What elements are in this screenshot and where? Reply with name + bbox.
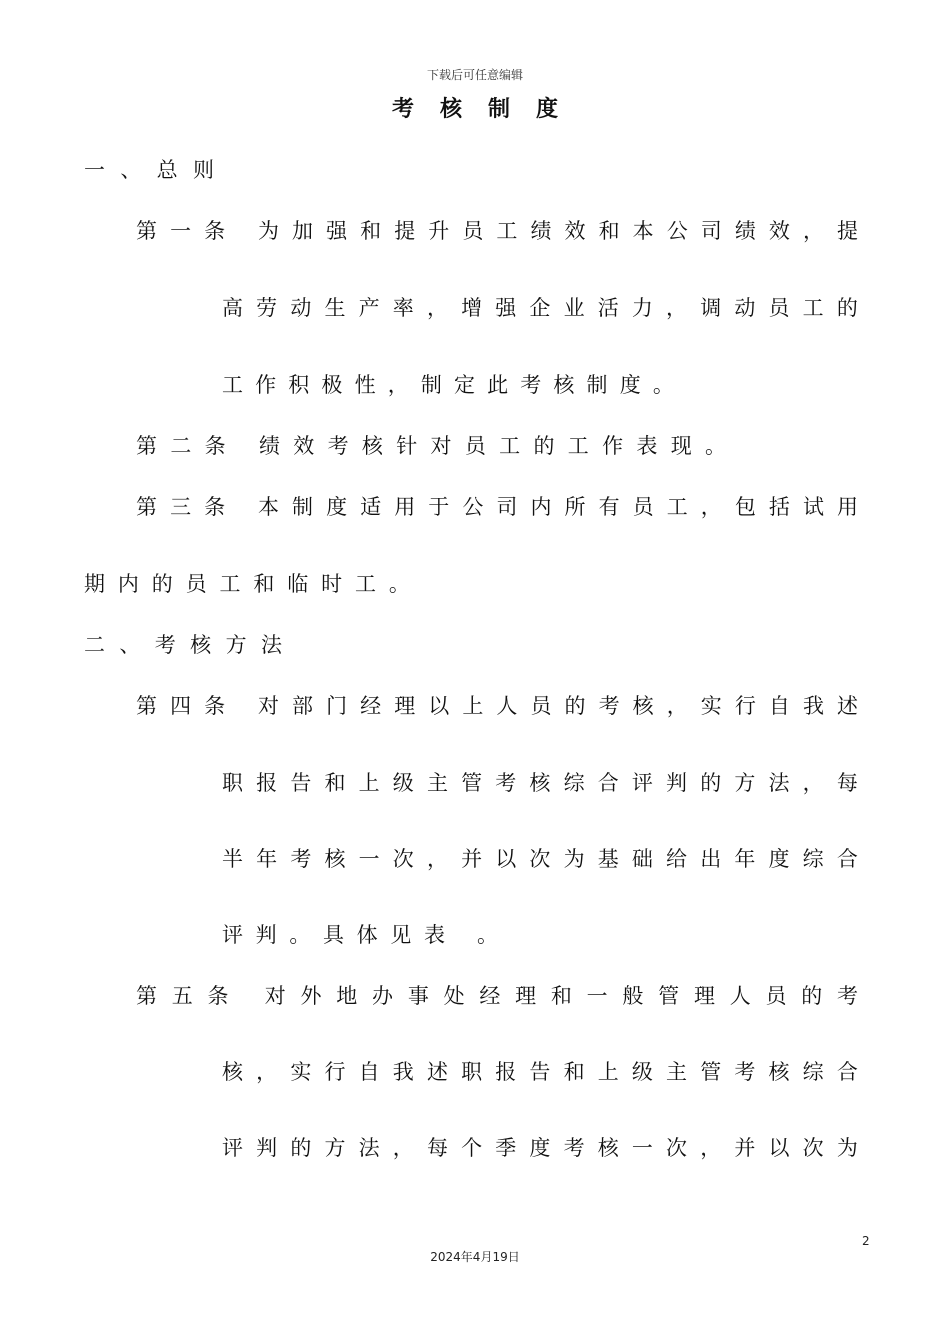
text-glyph: 的 — [836, 296, 858, 320]
text-glyph: 时 — [321, 572, 343, 596]
text-glyph: 员 — [185, 572, 207, 596]
text-glyph: 判 — [256, 1136, 278, 1160]
text-glyph: 提 — [837, 219, 858, 243]
text-glyph: 率 — [392, 296, 414, 320]
text-glyph: 条 — [204, 694, 226, 718]
text-glyph: 次 — [529, 847, 551, 871]
text-glyph: 年 — [256, 847, 278, 871]
text-glyph: 。 — [388, 572, 410, 596]
text-glyph: ， — [256, 1060, 278, 1084]
footer-date: 2024年4月19日 — [430, 1250, 520, 1264]
text-glyph: 判 — [255, 923, 277, 947]
text-glyph: 处 — [443, 984, 465, 1008]
text-glyph — [458, 919, 465, 949]
text-glyph: 每 — [426, 1136, 448, 1160]
text-glyph: 一 — [358, 847, 380, 871]
text-glyph: 报 — [495, 1060, 517, 1084]
text-glyph: 强 — [326, 219, 348, 243]
text-glyph: 括 — [768, 495, 790, 519]
text-glyph: 绩 — [734, 219, 756, 243]
text-glyph: 办 — [372, 984, 394, 1008]
text-glyph: 的 — [700, 771, 722, 795]
text-glyph: 管 — [461, 771, 483, 795]
text-glyph: 绩 — [530, 219, 552, 243]
text-glyph: 础 — [631, 847, 653, 871]
text-glyph: ， — [802, 219, 824, 243]
text-glyph: 效 — [293, 434, 315, 458]
text-glyph: ， — [666, 296, 688, 320]
text-glyph: 员 — [530, 694, 552, 718]
text-glyph: 和 — [563, 1060, 585, 1084]
text-glyph: 内 — [117, 572, 139, 596]
text-glyph: 考 — [327, 434, 349, 458]
text-glyph: 效 — [564, 219, 586, 243]
text-glyph: 核 — [632, 694, 654, 718]
text-glyph: ， — [392, 1136, 414, 1160]
text-glyph: 核 — [553, 373, 575, 397]
text-glyph: 告 — [290, 771, 312, 795]
article-2-line-1 — [136, 430, 726, 460]
page-number: 2 — [862, 1234, 870, 1248]
text-glyph: 理 — [394, 694, 416, 718]
text-glyph: 条 — [204, 495, 226, 519]
text-glyph: 次 — [802, 1136, 824, 1160]
text-glyph: 期 — [84, 572, 105, 596]
text-glyph: 五 — [171, 984, 193, 1008]
text-glyph — [238, 491, 245, 521]
text-glyph: 一 — [84, 158, 105, 182]
text-glyph: 理 — [693, 984, 715, 1008]
text-glyph: 第 — [136, 495, 157, 519]
text-glyph: 度 — [619, 373, 641, 397]
text-glyph: 综 — [563, 771, 585, 795]
text-glyph: 三 — [170, 495, 192, 519]
text-glyph: 上 — [358, 771, 380, 795]
text-glyph: 以 — [428, 694, 450, 718]
text-glyph: 用 — [394, 495, 416, 519]
text-glyph: ， — [700, 1136, 722, 1160]
text-glyph: 度 — [326, 495, 348, 519]
text-glyph: 员 — [765, 984, 787, 1008]
text-glyph: 极 — [321, 373, 343, 397]
text-glyph: 定 — [453, 373, 475, 397]
text-glyph: 理 — [515, 984, 537, 1008]
text-glyph: 调 — [700, 296, 722, 320]
text-glyph: 出 — [700, 847, 722, 871]
text-glyph: 工 — [355, 572, 376, 596]
text-glyph: 核 — [190, 633, 212, 657]
text-glyph: 度 — [768, 847, 790, 871]
text-glyph: 制 — [586, 373, 608, 397]
text-glyph: 基 — [597, 847, 619, 871]
text-glyph: 制 — [292, 495, 313, 519]
text-glyph: ， — [666, 694, 688, 718]
text-glyph: 报 — [256, 771, 278, 795]
text-glyph: 次 — [666, 1136, 688, 1160]
text-glyph: 述 — [426, 1060, 448, 1084]
text-glyph: 作 — [602, 434, 624, 458]
text-glyph: 人 — [496, 694, 518, 718]
text-glyph: 效 — [768, 219, 790, 243]
text-glyph: 为 — [836, 1136, 858, 1160]
text-glyph: 为 — [563, 847, 585, 871]
text-glyph: 给 — [666, 847, 688, 871]
text-glyph: 提 — [394, 219, 416, 243]
text-glyph: 总 — [156, 158, 178, 182]
article-1-line-1 — [136, 215, 858, 245]
text-glyph: ， — [700, 495, 722, 519]
text-glyph: 核 — [324, 847, 346, 871]
text-glyph: 和 — [550, 984, 572, 1008]
text-glyph: 劳 — [256, 296, 278, 320]
text-glyph: 适 — [360, 495, 382, 519]
text-glyph: 考 — [563, 1136, 585, 1160]
text-glyph: 评 — [631, 771, 653, 795]
text-glyph: 实 — [290, 1060, 312, 1084]
header-note: 下载后可任意编辑 — [426, 68, 523, 82]
text-glyph: 法 — [358, 1136, 380, 1160]
text-glyph: 核 — [529, 771, 551, 795]
text-glyph: 。 — [476, 923, 498, 947]
text-glyph: 力 — [631, 296, 653, 320]
text-glyph: 用 — [837, 495, 858, 519]
text-glyph: 合 — [597, 771, 619, 795]
text-glyph: 职 — [222, 771, 243, 795]
text-glyph: ， — [802, 771, 824, 795]
text-glyph: 本 — [632, 219, 654, 243]
article-1-line-3 — [222, 369, 674, 399]
text-glyph: 条 — [207, 984, 229, 1008]
text-glyph: 门 — [326, 694, 348, 718]
text-glyph: 工 — [496, 219, 518, 243]
text-glyph — [238, 690, 245, 720]
text-glyph: 般 — [622, 984, 644, 1008]
text-glyph: 部 — [292, 694, 313, 718]
text-glyph: 工 — [219, 572, 241, 596]
text-glyph: 自 — [768, 694, 790, 718]
text-glyph: 第 — [136, 434, 157, 458]
text-glyph: 评 — [222, 1136, 243, 1160]
text-glyph: 员 — [464, 434, 486, 458]
text-glyph: 上 — [597, 1060, 619, 1084]
text-glyph: 综 — [802, 1060, 824, 1084]
text-glyph: 述 — [837, 694, 858, 718]
text-glyph: 于 — [428, 495, 450, 519]
text-glyph: 表 — [423, 923, 445, 947]
text-glyph: 个 — [461, 1136, 483, 1160]
text-glyph: 。 — [289, 923, 311, 947]
text-glyph: 制 — [420, 373, 442, 397]
text-glyph: 职 — [461, 1060, 483, 1084]
text-glyph: 条 — [204, 434, 226, 458]
text-glyph: 此 — [487, 373, 509, 397]
text-glyph: 级 — [631, 1060, 653, 1084]
text-glyph: 第 — [136, 694, 157, 718]
text-glyph: 法 — [768, 771, 790, 795]
text-glyph: 考 — [598, 694, 620, 718]
text-glyph: 积 — [288, 373, 310, 397]
text-glyph: 的 — [801, 984, 823, 1008]
text-glyph: 内 — [530, 495, 552, 519]
article-5-line-2 — [222, 1056, 858, 1086]
text-glyph: 针 — [396, 434, 418, 458]
text-glyph: 二 — [84, 633, 105, 657]
text-glyph: 条 — [204, 219, 226, 243]
text-glyph: 员 — [632, 495, 654, 519]
text-glyph: 四 — [170, 694, 192, 718]
text-glyph: 和 — [253, 572, 275, 596]
article-5-line-1 — [136, 980, 858, 1010]
text-glyph: 一 — [631, 1136, 653, 1160]
text-glyph: 升 — [428, 219, 450, 243]
text-glyph: ， — [426, 296, 448, 320]
text-glyph: 自 — [358, 1060, 380, 1084]
text-glyph: 的 — [564, 694, 586, 718]
text-glyph: 表 — [636, 434, 658, 458]
text-glyph: 考 — [837, 984, 858, 1008]
text-glyph — [243, 980, 250, 1010]
article-3-line-1 — [136, 491, 858, 521]
text-glyph: 和 — [324, 771, 346, 795]
text-glyph: 第 — [136, 984, 157, 1008]
text-glyph: 生 — [324, 296, 346, 320]
text-glyph: 管 — [658, 984, 680, 1008]
text-glyph: 动 — [290, 296, 312, 320]
text-glyph: 主 — [666, 1060, 688, 1084]
text-glyph: 考 — [520, 373, 542, 397]
text-glyph: 、 — [119, 633, 141, 657]
text-glyph: 性 — [354, 373, 376, 397]
text-glyph: 工 — [222, 373, 243, 397]
article-4-line-3 — [222, 843, 858, 873]
article-3-line-2 — [84, 568, 410, 598]
text-glyph: 强 — [495, 296, 517, 320]
document-title: 考核制度 — [391, 96, 584, 122]
text-glyph: 临 — [287, 572, 309, 596]
text-glyph: 方 — [734, 771, 756, 795]
text-glyph: ， — [387, 373, 409, 397]
text-glyph: 增 — [461, 296, 483, 320]
text-glyph: 并 — [734, 1136, 756, 1160]
text-glyph: 度 — [529, 1136, 551, 1160]
text-glyph: 体 — [356, 923, 378, 947]
text-glyph: 第 — [136, 219, 157, 243]
text-glyph: 有 — [598, 495, 620, 519]
text-glyph: 经 — [360, 694, 382, 718]
text-glyph: 。 — [705, 434, 726, 458]
text-glyph: 次 — [392, 847, 414, 871]
text-glyph: 工 — [499, 434, 521, 458]
text-glyph: 一 — [170, 219, 192, 243]
article-5-line-3 — [222, 1132, 858, 1162]
text-glyph: 合 — [836, 1060, 858, 1084]
text-glyph: 我 — [802, 694, 824, 718]
text-glyph: 工 — [802, 296, 824, 320]
text-glyph: 主 — [426, 771, 448, 795]
text-glyph: 级 — [392, 771, 414, 795]
text-glyph: 见 — [390, 923, 412, 947]
text-glyph: 工 — [666, 495, 688, 519]
text-glyph: 产 — [358, 296, 380, 320]
text-glyph: 判 — [666, 771, 688, 795]
text-glyph: 行 — [324, 1060, 346, 1084]
text-glyph: 评 — [222, 923, 243, 947]
text-glyph: 告 — [529, 1060, 551, 1084]
text-glyph: 半 — [222, 847, 243, 871]
text-glyph: 对 — [430, 434, 452, 458]
text-glyph: 并 — [461, 847, 483, 871]
text-glyph: 员 — [462, 219, 484, 243]
text-glyph: 核 — [361, 434, 383, 458]
text-glyph: 对 — [264, 984, 286, 1008]
text-glyph: 以 — [768, 1136, 790, 1160]
text-glyph: 工 — [567, 434, 589, 458]
text-glyph: 司 — [700, 219, 722, 243]
text-glyph: 对 — [257, 694, 279, 718]
text-glyph: 包 — [734, 495, 756, 519]
text-glyph: 核 — [222, 1060, 243, 1084]
text-glyph: 为 — [257, 219, 279, 243]
text-glyph: 我 — [392, 1060, 414, 1084]
text-glyph: ， — [426, 847, 448, 871]
article-4-line-2 — [222, 767, 858, 797]
article-4-line-1 — [136, 690, 858, 720]
text-glyph: 则 — [192, 158, 214, 182]
text-glyph: 试 — [802, 495, 824, 519]
text-glyph: 企 — [529, 296, 551, 320]
text-glyph: 绩 — [258, 434, 280, 458]
text-glyph — [239, 430, 246, 460]
text-glyph: 的 — [533, 434, 555, 458]
text-glyph: 方 — [225, 633, 247, 657]
text-glyph: 核 — [597, 1136, 619, 1160]
article-1-line-2 — [222, 292, 858, 322]
text-glyph: 经 — [479, 984, 501, 1008]
text-glyph: 业 — [563, 296, 585, 320]
text-glyph: 二 — [170, 434, 192, 458]
text-glyph: 年 — [734, 847, 756, 871]
text-glyph — [238, 215, 245, 245]
text-glyph: 考 — [495, 771, 517, 795]
text-glyph: 合 — [836, 847, 858, 871]
text-glyph: 、 — [120, 158, 142, 182]
text-glyph: 公 — [666, 219, 688, 243]
text-glyph: 核 — [768, 1060, 790, 1084]
text-glyph: 方 — [324, 1136, 346, 1160]
text-glyph: 考 — [154, 633, 176, 657]
text-glyph: 季 — [495, 1136, 517, 1160]
text-glyph: 一 — [586, 984, 608, 1008]
article-4-line-4 — [222, 919, 498, 949]
text-glyph: 高 — [222, 296, 243, 320]
text-glyph: 和 — [360, 219, 382, 243]
text-glyph: 公 — [462, 495, 484, 519]
text-glyph: 综 — [802, 847, 824, 871]
text-glyph: 员 — [768, 296, 790, 320]
text-glyph: 考 — [734, 1060, 756, 1084]
text-glyph: 活 — [597, 296, 619, 320]
text-glyph: 现 — [670, 434, 692, 458]
text-glyph: 事 — [407, 984, 429, 1008]
text-glyph: 上 — [462, 694, 484, 718]
section-heading-1 — [84, 154, 214, 184]
text-glyph: 以 — [495, 847, 517, 871]
text-glyph: 司 — [496, 495, 518, 519]
text-glyph: 地 — [336, 984, 358, 1008]
text-glyph: 。 — [652, 373, 674, 397]
text-glyph: 加 — [292, 219, 313, 243]
text-glyph: 每 — [836, 771, 858, 795]
text-glyph: 管 — [700, 1060, 722, 1084]
text-glyph: 所 — [564, 495, 586, 519]
text-glyph: 法 — [260, 633, 282, 657]
text-glyph: 具 — [322, 923, 344, 947]
text-glyph: 外 — [300, 984, 322, 1008]
text-glyph: 本 — [257, 495, 279, 519]
text-glyph: 行 — [734, 694, 756, 718]
text-glyph: 作 — [255, 373, 277, 397]
text-glyph: 的 — [290, 1136, 312, 1160]
text-glyph: 考 — [290, 847, 312, 871]
text-glyph: 实 — [700, 694, 722, 718]
text-glyph: 的 — [151, 572, 173, 596]
section-heading-2 — [84, 629, 282, 659]
text-glyph: 和 — [598, 219, 620, 243]
text-glyph: 动 — [734, 296, 756, 320]
text-glyph: 人 — [729, 984, 751, 1008]
